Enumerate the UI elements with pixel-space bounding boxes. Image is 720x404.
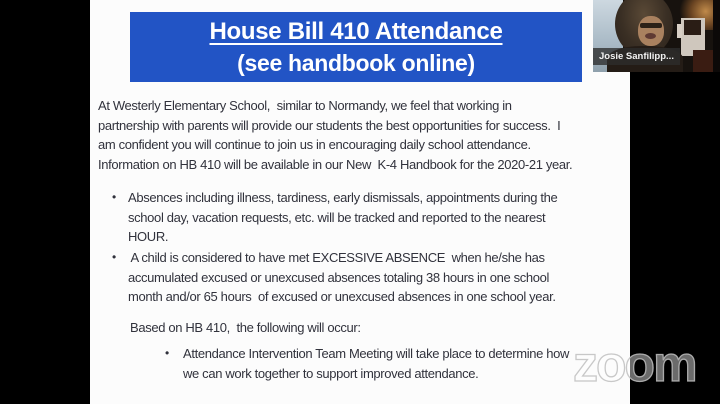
intro-line: At Westerly Elementary School, similar to Normandy, we feel that working in	[98, 98, 512, 113]
webcam-tile[interactable]	[593, 0, 720, 72]
intro-line: Information on HB 410 will be available in our New K-4 Handbook for the 2020-21 year.	[98, 156, 573, 172]
bullet-line: Absences including illness, tardiness, early dismissals, appointments during the	[128, 190, 558, 205]
webcam-candle	[677, 24, 682, 38]
bullet-line: we can work together to support improved attendance.	[183, 365, 479, 381]
webcam-person-smile	[645, 33, 656, 39]
bullet-line: month and/or 65 hours of excused or unexcused absences in one school year.	[128, 289, 556, 304]
intro-line: partnership with parents will provide our students the best opportunities for success. I	[98, 117, 561, 133]
bullet-marker: •	[165, 346, 169, 360]
slide-title-banner	[130, 12, 582, 82]
intro-line: am confident you will continue to join us in encouraging daily school attendance.	[98, 137, 531, 152]
bullet-marker: •	[112, 190, 116, 204]
bullet-excessive-absence	[112, 248, 556, 307]
bullet-line: school day, vacation requests, etc. will be tracked and reported to the nearest	[128, 209, 546, 225]
bullet-line: HOUR.	[128, 229, 169, 244]
webcam-wall-edge	[713, 0, 720, 72]
slide-subtitle: (see handbook online)	[237, 50, 475, 76]
webcam-person-glasses	[640, 23, 662, 28]
zoom-watermark: zoom	[573, 336, 696, 392]
bullet-line: A child is considered to have met EXCESSIVE ABSENCE when he/she has	[128, 250, 545, 265]
bullet-line: accumulated excused or unexcused absences totaling 38 hours in one school	[128, 269, 550, 285]
webcam-person-face	[638, 16, 664, 46]
bullet-line: Attendance Intervention Team Meeting will take place to determine how	[183, 346, 570, 361]
slide	[90, 0, 630, 404]
slide-title: House Bill 410 Attendance	[209, 18, 503, 45]
based-on-line	[130, 318, 361, 338]
bullet-marker: •	[112, 250, 116, 264]
sub-bullet-intervention	[165, 344, 569, 383]
participant-name-label: Josie Sanfilipp...	[593, 48, 680, 65]
intro-paragraph	[98, 96, 572, 174]
bullet-absences	[112, 188, 557, 247]
webcam-wall-art	[684, 20, 701, 35]
based-on-text: Based on HB 410, the following will occur:	[130, 320, 361, 335]
